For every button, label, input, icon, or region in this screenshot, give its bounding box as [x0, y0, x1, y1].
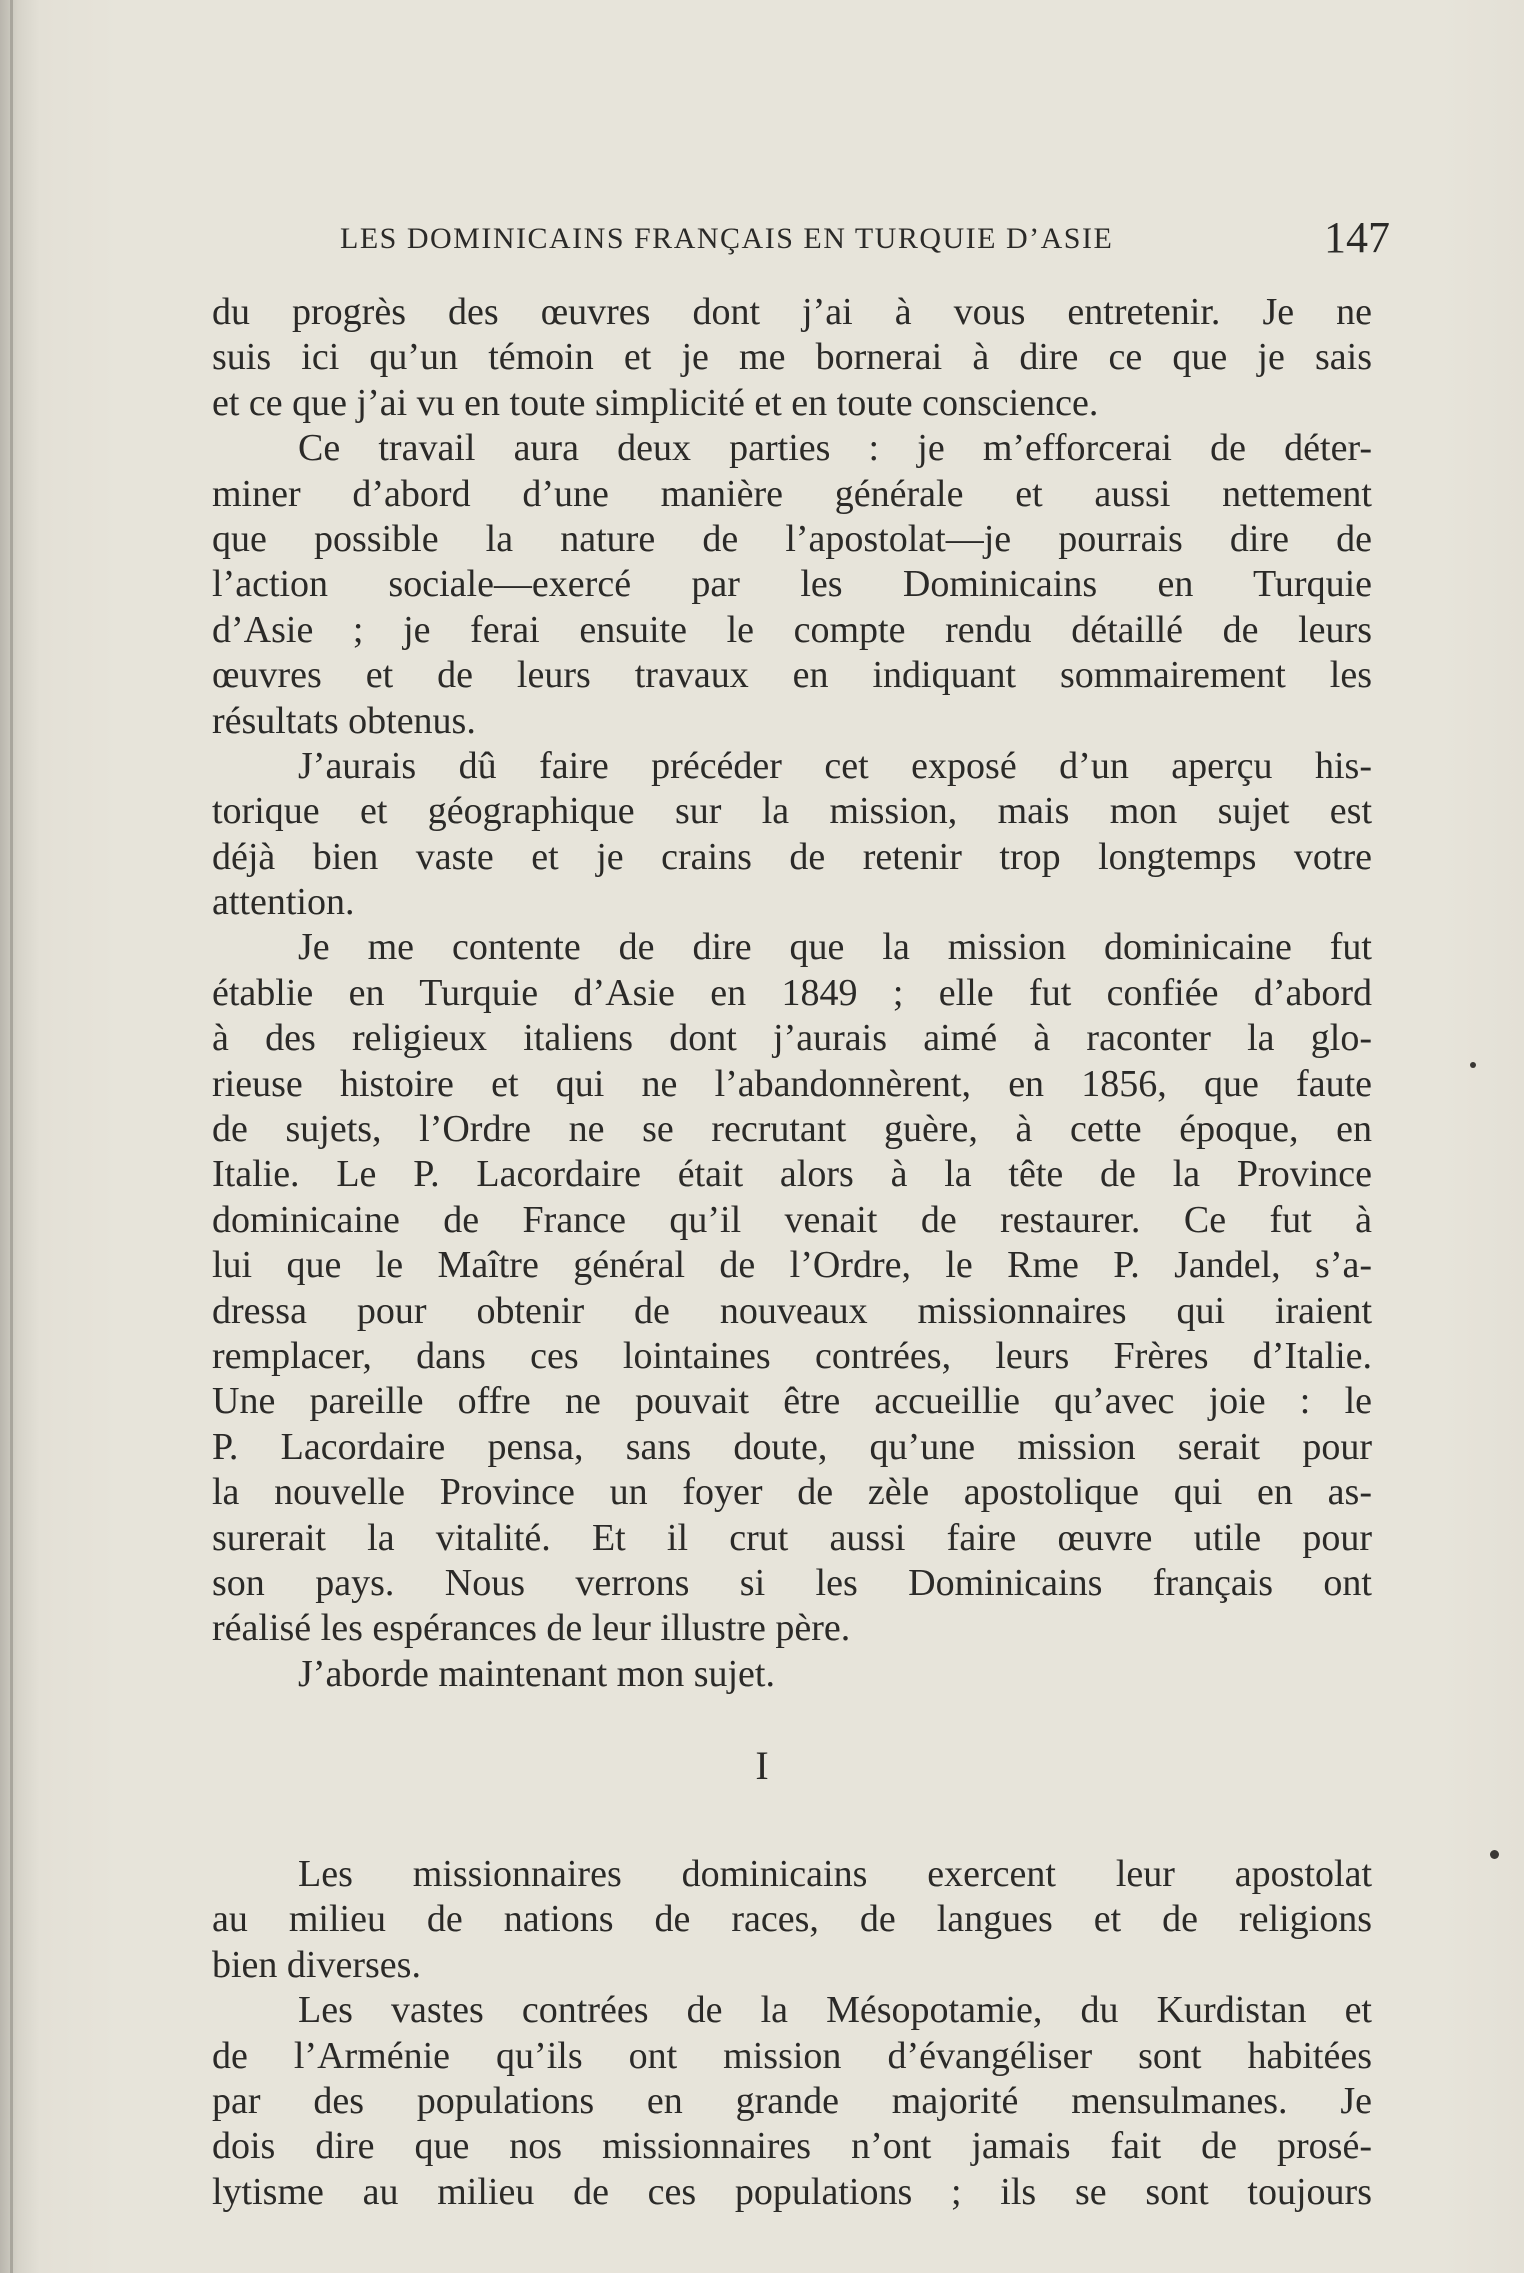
text-line: et ce que j’ai vu en toute simplicité et en toute conscience.	[212, 381, 1099, 424]
text-line: suis ici qu’un témoin et je me bornerai à dire ce que je sais	[212, 336, 1372, 379]
text-line: d’Asie ; je ferai ensuite le compte rendu détaillé de leurs	[212, 608, 1372, 651]
text-line: Les missionnaires dominicains exercent leur apostolat	[298, 1853, 1372, 1895]
text-line: son pays. Nous verrons si les Dominicains français ont	[212, 1561, 1372, 1604]
text-line: surerait la vitalité. Et il crut aussi faire œuvre utile pour	[212, 1516, 1372, 1559]
text-line: par des populations en grande majorité mensulmanes. Je	[212, 2079, 1372, 2122]
text-line: la nouvelle Province un foyer de zèle apostolique qui en as-	[212, 1471, 1372, 1514]
text-line: Une pareille offre ne pouvait être accueillie qu’avec joie : le	[212, 1380, 1372, 1423]
text-line: dominicaine de France qu’il venait de restaurer. Ce fut à	[212, 1198, 1372, 1241]
text-line: torique et géographique sur la mission, mais mon sujet est	[212, 790, 1372, 833]
text-line: à des religieux italiens dont j’aurais aimé à raconter la glo-	[212, 1017, 1372, 1060]
text-line: dressa pour obtenir de nouveaux missionnaires qui iraient	[212, 1289, 1372, 1332]
text-line: Ce travail aura deux parties : je m’efforcerai de déter-	[298, 427, 1372, 470]
text-line: au milieu de nations de races, de langues et de religions	[212, 1898, 1372, 1941]
text-line: J’aurais dû faire précéder cet exposé d’un aperçu his-	[298, 744, 1372, 787]
running-head-title: LES DOMINICAINS FRANÇAIS EN TURQUIE D’ASIE	[340, 222, 1114, 255]
text-line: bien diverses.	[212, 1943, 421, 1986]
text-line: Les vastes contrées de la Mésopotamie, du Kurdistan et	[298, 1989, 1372, 2032]
text-line: déjà bien vaste et je crains de retenir trop longtemps votre	[212, 835, 1372, 878]
ink-speck	[1490, 1850, 1499, 1859]
text-line: résultats obtenus.	[212, 699, 476, 742]
text-line: du progrès des œuvres dont j’ai à vous entretenir. Je ne	[212, 291, 1372, 333]
text-line: l’action sociale—exercé par les Dominicains en Turquie	[212, 563, 1372, 606]
text-line: attention.	[212, 881, 355, 924]
text-line: J’aborde maintenant mon sujet.	[298, 1652, 775, 1695]
page-number: 147	[1324, 213, 1390, 262]
text-line: rieuse histoire et qui ne l’abandonnèrent, en 1856, que faute	[212, 1062, 1372, 1105]
text-line: Italie. Le P. Lacordaire était alors à la tête de la Province	[212, 1153, 1372, 1196]
text-line: réalisé les espérances de leur illustre père.	[212, 1607, 851, 1650]
gutter-shadow	[10, 0, 13, 2273]
section-heading: I	[755, 1743, 769, 1788]
text-line: lui que le Maître général de l’Ordre, le Rme P. Jandel, s’a-	[212, 1244, 1372, 1287]
text-line: établie en Turquie d’Asie en 1849 ; elle fut confiée d’abord	[212, 971, 1372, 1014]
text-line: Je me contente de dire que la mission dominicaine fut	[298, 926, 1372, 969]
text-line: que possible la nature de l’apostolat—je pourrais dire de	[212, 517, 1372, 560]
text-line: lytisme au milieu de ces populations ; ils se sont toujours	[212, 2170, 1372, 2213]
text-line: P. Lacordaire pensa, sans doute, qu’une mission serait pour	[212, 1425, 1372, 1468]
running-head	[340, 212, 1390, 262]
text-line: œuvres et de leurs travaux en indiquant sommairement les	[212, 654, 1372, 697]
text-line: dois dire que nos missionnaires n’ont jamais fait de prosé-	[212, 2125, 1372, 2168]
text-line: miner d’abord d’une manière générale et aussi nettement	[212, 472, 1372, 515]
text-line: de l’Arménie qu’ils ont mission d’évangéliser sont habitées	[212, 2034, 1372, 2077]
body-text-part1	[212, 290, 1372, 1697]
text-line: remplacer, dans ces lointaines contrées, leurs Frères d’Italie.	[212, 1334, 1372, 1377]
body-text-part2	[212, 1852, 1372, 2215]
text-line: de sujets, l’Ordre ne se recrutant guère, à cette époque, en	[212, 1108, 1372, 1151]
ink-speck	[1470, 1062, 1476, 1068]
